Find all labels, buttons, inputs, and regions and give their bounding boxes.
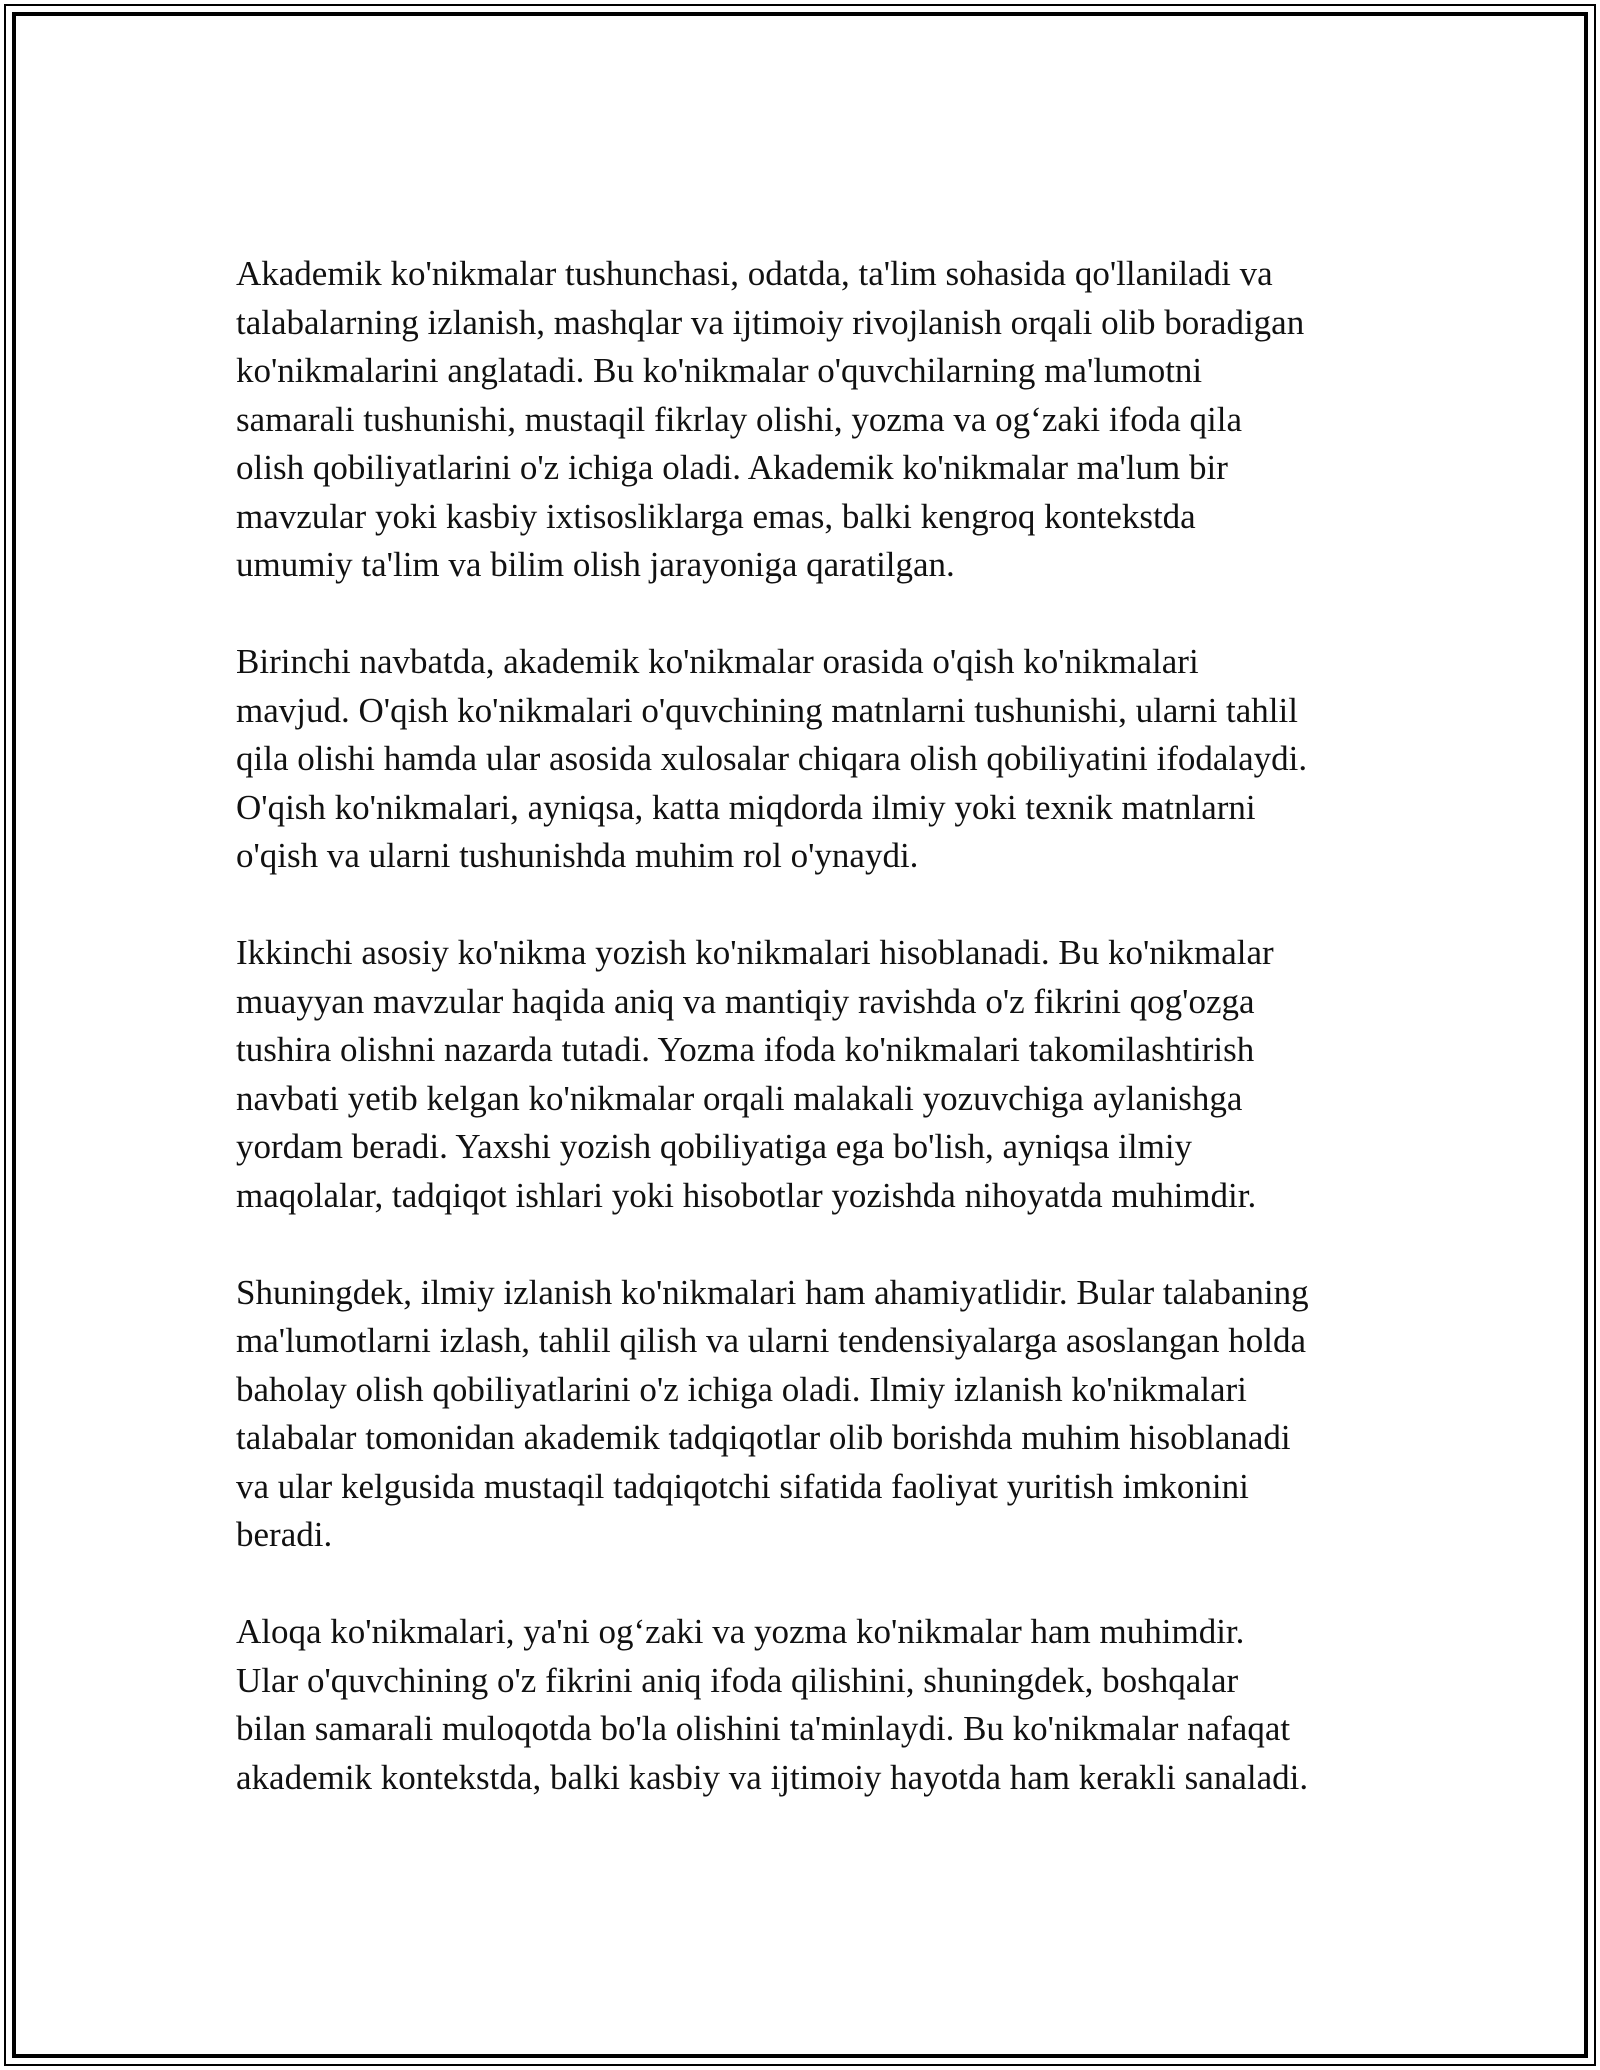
paragraph-research-skills: Shuningdek, ilmiy izlanish ko'nikmalari ham ahamiyatlidir. Bular talabaning ma'lumotlarni izlash, tahlil qilish va ularni tendensiyalarga asoslangan holda baholay olish qobiliyatlarini o'z ichiga oladi. Ilmiy izlanish ko'nikmalari talabalar tomonidan akademik tadqiqotlar olib borishda muhim hisoblanadi va ular kelgusida mustaqil tadqiqotchi sifatida faoliyat yuritish imkonini beradi. bbox=[236, 1272, 1309, 1554]
paragraph-reading-skills: Birinchi navbatda, akademik ko'nikmalar orasida o'qish ko'nikmalari mavjud. O'qish ko'nikmalari o'quvchining matnlarni tushunishi, ularni tahlil qila olishi hamda ular asosida xulosalar chiqara olish qobiliyatini ifodalaydi. O'qish ko'nikmalari, ayniqsa, katta miqdorda ilmiy yoki texnik matnlarni o'qish va ularni tushunishda muhim rol o'ynaydi. bbox=[236, 642, 1308, 875]
document-body bbox=[236, 250, 1366, 1802]
paragraph-academic-skills-intro: Akademik ko'nikmalar tushunchasi, odatda, ta'lim sohasida qo'llaniladi va talabalarning izlanish, mashqlar va ijtimoiy rivojlanish orqali olib boradigan ko'nikmalarini anglatadi. Bu ko'nikmalar o'quvchilarning ma'lumotni samarali tushunishi, mustaqil fikrlay olishi, yozma va og‘zaki ifoda qila olish qobiliyatlarini o'z ichiga oladi. Akademik ko'nikmalar ma'lum bir mavzular yoki kasbiy ixtisosliklarga emas, balki kengroq kontekstda umumiy ta'lim va bilim olish jarayoniga qaratilgan. bbox=[236, 254, 1305, 584]
paragraph-writing-skills: Ikkinchi asosiy ko'nikma yozish ko'nikmalari hisoblanadi. Bu ko'nikmalar muayyan mavzular haqida aniq va mantiqiy ravishda o'z fikrini qog'ozga tushira olishni nazarda tutadi. Yozma ifoda ko'nikmalari takomilashtirish navbati yetib kelgan ko'nikmalar orqali malakali yozuvchiga aylanishga yordam beradi. Yaxshi yozish qobiliyatiga ega bo'lish, ayniqsa ilmiy maqolalar, tadqiqot ishlari yoki hisobotlar yozishda nihoyatda muhimdir. bbox=[236, 933, 1274, 1215]
paragraph-communication-skills: Aloqa ko'nikmalari, ya'ni og‘zaki va yozma ko'nikmalar ham muhimdir. Ular o'quvchining o'z fikrini aniq ifoda qilishini, shuningdek, boshqalar bilan samarali muloqotda bo'la olishini ta'minlaydi. Bu ko'nikmalar nafaqat akademik kontekstda, balki kasbiy va ijtimoiy hayotda ham kerakli sanaladi. bbox=[236, 1612, 1309, 1797]
